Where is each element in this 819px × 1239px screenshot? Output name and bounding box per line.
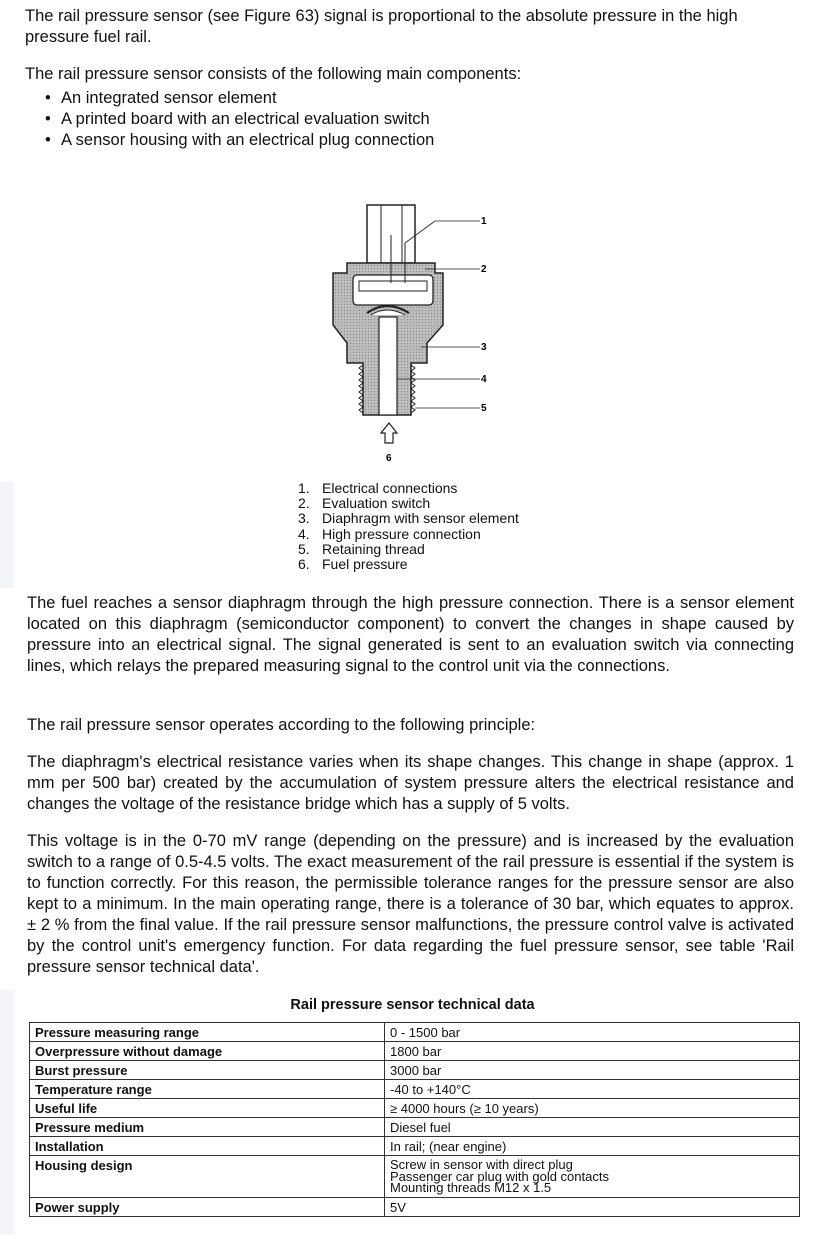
table-row [30,1042,800,1061]
table-row [30,1061,800,1080]
spec-key: Temperature range [30,1080,385,1099]
callout-3: 3 [481,342,487,353]
table-row [30,1137,800,1156]
spec-key: Power supply [30,1198,385,1217]
spec-value [385,1156,800,1198]
evaluation-switch [359,281,427,291]
high-pressure-bore [379,317,397,415]
diaphragm-paragraph: The diaphragm's electrical resistance varies when its shape changes. This change in shape (approx. 1 mm per 500 bar) created by the accumulation of system pressure alters the electrical resistance and changes the voltage of the resistance bridge which has a supply of 5 volts. [27,753,794,813]
table-title: Rail pressure sensor technical data [290,997,535,1013]
sensor-diagram [325,195,505,465]
callout-2: 2 [481,264,487,275]
components-list [45,88,434,151]
components-intro: The rail pressure sensor consists of the following main components: [25,65,522,83]
margin-bar [0,990,14,1235]
legend-item: 4. High pressure connection [298,525,481,542]
spec-value: 3000 bar [385,1061,800,1080]
voltage-paragraph: This voltage is in the 0-70 mV range (depending on the pressure) and is increased by the evaluation switch to a range of 0.5-4.5 volts. The exact measurement of the rail pressure is essential if the system is to function correctly. For this reason, the permissible tolerance ranges for the pressure sensor are also kept to a minimum. In the main operating range, there is a tolerance of 30 bar, which equates to approx. ± 2 % from the final value. If the rail pressure sensor malfunctions, the pressure control valve is activated by the control unit's emergency function. For data regarding the fuel pressure sensor, see table 'Rail pressure sensor technical data'. [27,832,794,976]
legend-item: 6. Fuel pressure [298,556,408,573]
spec-key: Pressure medium [30,1118,385,1137]
table-row [30,1023,800,1042]
table-row [30,1099,800,1118]
table-row [30,1156,800,1198]
principle-paragraph: The rail pressure sensor operates according to the following principle: [27,716,536,734]
legend-item: 2. Evaluation switch [298,495,431,512]
legend-item: 1. Electrical connections [298,480,458,496]
margin-bar [0,482,14,588]
spec-value-line: Screw in sensor with direct plug [390,1157,573,1172]
fuel-paragraph: The fuel reaches a sensor diaphragm through the high pressure connection. There is a sensor element located on this diaphragm (semiconductor component) to convert the changes in shape caused by pressure into an electrical signal. The signal generated is sent to an evaluation switch via connecting lines, which relays the prepared measuring signal to the control unit via the connections. [27,594,794,675]
spec-value: 5V [385,1198,800,1217]
spec-value-line: Mounting threads M12 x 1.5 [390,1180,552,1195]
callout-6: 6 [386,453,392,464]
list-item: • A sensor housing with an electrical plug connection [45,130,434,151]
callout-1: 1 [481,216,487,227]
spec-key: Burst pressure [30,1061,385,1080]
spec-key: Housing design [30,1156,385,1198]
spec-value: -40 to +140°C [385,1080,800,1099]
legend-item: 5. Retaining thread [298,540,425,557]
spec-key: Useful life [30,1099,385,1118]
figure-legend [298,481,519,572]
callout-4: 4 [481,374,487,385]
spec-key: Installation [30,1137,385,1156]
spec-value: 0 - 1500 bar [385,1023,800,1042]
table-row [30,1198,800,1217]
spec-value: ≥ 4000 hours (≥ 10 years) [385,1099,800,1118]
list-item: • A printed board with an electrical evaluation switch [45,109,434,130]
callout-5: 5 [481,403,487,414]
table-row [30,1080,800,1099]
fuel-pressure-arrow-icon [381,423,397,443]
spec-value: 1800 bar [385,1042,800,1061]
spec-value: Diesel fuel [385,1118,800,1137]
technical-data-table [29,1022,800,1217]
table-row [30,1118,800,1137]
legend-item: 3. Diaphragm with sensor element [298,510,519,527]
spec-key: Pressure measuring range [30,1023,385,1042]
spec-key: Overpressure without damage [30,1042,385,1061]
intro-paragraph: The rail pressure sensor (see Figure 63) signal is proportional to the absolute pressure in the high pressure fuel rail. [25,7,738,46]
spec-value: In rail; (near engine) [385,1137,800,1156]
list-item: • An integrated sensor element [45,88,434,109]
spec-value-line: Passenger car plug with gold contacts [390,1168,609,1184]
